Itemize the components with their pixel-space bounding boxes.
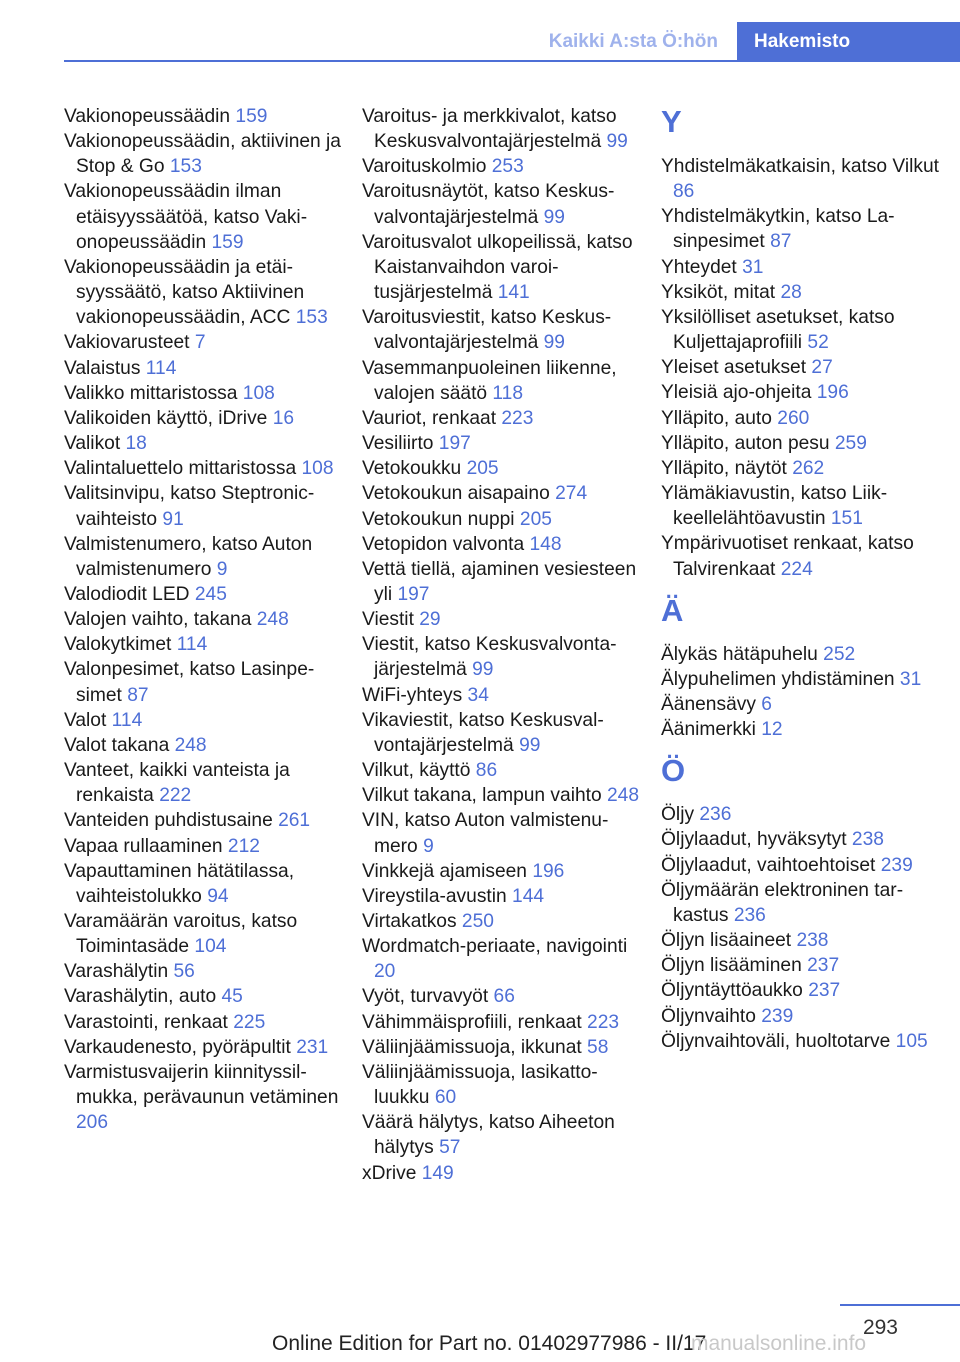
index-entry-text: Varashälytin xyxy=(64,961,169,983)
index-entry xyxy=(661,355,951,380)
index-entry-page-link[interactable]: 99 xyxy=(472,659,494,681)
index-entry xyxy=(362,154,642,179)
index-entry-page-link[interactable]: 105 xyxy=(895,1030,928,1052)
index-entry-page-link[interactable]: 20 xyxy=(374,961,396,983)
index-entry-page-link[interactable]: 94 xyxy=(207,885,229,907)
index-entry xyxy=(64,431,346,456)
index-entry-text: Väliinjäämissuoja, ikkunat xyxy=(362,1036,582,1058)
index-entry xyxy=(64,959,346,984)
index-entry xyxy=(661,255,951,280)
index-entry-page-link[interactable]: 114 xyxy=(111,709,143,731)
index-entry xyxy=(362,481,642,506)
index-entry xyxy=(362,406,642,431)
index-entry-page-link[interactable]: 29 xyxy=(419,609,441,631)
index-entry-text: Varoitusvalot ulkopeilissä, katso Kaistanvaihdon varoitusjärjestelmä xyxy=(362,231,633,304)
index-entry-text: Vetopidon valvonta xyxy=(362,533,525,555)
index-entry xyxy=(64,129,346,179)
index-entry xyxy=(661,280,951,305)
index-entry-text: Vauriot, renkaat xyxy=(362,407,497,429)
index-column-2 xyxy=(362,104,642,1186)
index-entry xyxy=(64,733,346,758)
index-entry-text: Valitsinvipu, katso Steptronic-vaihteisto xyxy=(64,483,315,530)
index-entry xyxy=(661,717,951,742)
index-entry-page-link[interactable]: 57 xyxy=(439,1137,461,1159)
index-entry-text: Valot xyxy=(64,709,107,731)
index-entry xyxy=(362,984,642,1009)
index-entry-text: Öljynvaihto xyxy=(661,1005,756,1027)
index-entry xyxy=(362,934,642,984)
index-entry xyxy=(64,708,346,733)
index-entry-page-link[interactable]: 196 xyxy=(532,860,565,882)
index-entry-text: Varoituskolmio xyxy=(362,156,487,178)
index-entry-text: Vilkut, käyttö xyxy=(362,760,471,782)
index-entry-page-link[interactable]: 99 xyxy=(543,206,565,228)
index-entry-text: Valmistenumero, katso Auton valmistenumero xyxy=(64,533,313,580)
index-entry-page-link[interactable]: 99 xyxy=(519,734,541,756)
index-entry xyxy=(64,532,346,582)
index-entry-text: Vettä tiellä, ajaminen vesiesteen yli xyxy=(362,558,637,605)
index-entry-text: Varamäärän varoitus, katso Toimintasäde xyxy=(64,911,298,958)
index-entry xyxy=(661,878,951,928)
index-entry-page-link[interactable]: 52 xyxy=(807,332,829,354)
index-entry-text: Ympärivuotiset renkaat, katso Talvirenkaat xyxy=(661,533,914,580)
index-entry xyxy=(661,667,951,692)
header-section-title: Kaikki A:sta Ö:hön xyxy=(548,31,718,52)
index-entry-page-link[interactable]: 248 xyxy=(174,734,207,756)
index-entry-text: Öljylaadut, hyväksytyt xyxy=(661,829,847,851)
index-entry xyxy=(362,783,642,808)
index-entry-text: Vakionopeussäädin xyxy=(64,106,231,127)
index-entry xyxy=(362,607,642,632)
index-entry xyxy=(64,984,346,1009)
index-entry-page-link[interactable]: 252 xyxy=(823,643,856,665)
index-entry-page-link[interactable]: 245 xyxy=(194,583,227,605)
index-entry xyxy=(362,884,642,909)
index-entry xyxy=(362,632,642,682)
header-active-tab: Hakemisto xyxy=(737,22,960,62)
index-entry-page-link[interactable]: 206 xyxy=(76,1112,109,1134)
index-entry-text: Yleiset asetukset xyxy=(661,357,807,379)
index-entry xyxy=(362,683,642,708)
index-entry-page-link[interactable]: 260 xyxy=(777,407,810,429)
index-entry-text: Yhdistelmäkytkin, katso Lasinpesimet xyxy=(661,206,895,253)
index-entry-text: Ylläpito, auto xyxy=(661,407,772,429)
index-entry xyxy=(64,1035,346,1060)
index-entry xyxy=(362,179,642,229)
index-entry-text: Öljyn lisäaineet xyxy=(661,930,792,952)
index-entry xyxy=(661,642,951,667)
index-entry-text: Varoitusviestit, katso Keskusvalvontajärjestelmä xyxy=(362,307,612,354)
index-entry-text: Vanteiden puhdistusaine xyxy=(64,810,273,832)
index-entry-text: Vetokoukun nuppi xyxy=(362,508,515,530)
index-entry-page-link[interactable]: 66 xyxy=(493,986,515,1008)
index-entry-page-link[interactable]: 104 xyxy=(194,936,227,958)
index-entry-page-link[interactable]: 91 xyxy=(162,508,184,530)
index-entry-text: xDrive xyxy=(362,1162,417,1184)
index-entry-page-link[interactable]: 118 xyxy=(492,382,524,404)
section-letter: Ä xyxy=(661,592,684,628)
index-entry-page-link[interactable]: 239 xyxy=(880,854,913,876)
index-entry xyxy=(661,1029,951,1054)
index-entry-text: Älypuhelimen yhdistäminen xyxy=(661,668,895,690)
index-entry xyxy=(64,255,346,330)
index-entry-text: Wordmatch-periaate, navigointi xyxy=(362,936,628,958)
index-entry xyxy=(362,104,642,154)
index-entry-page-link[interactable]: 261 xyxy=(278,810,311,832)
index-entry-page-link[interactable]: 16 xyxy=(272,407,295,429)
index-entry xyxy=(362,356,642,406)
index-entry-text: Ylläpito, auton pesu xyxy=(661,432,830,454)
index-entry-page-link[interactable]: 144 xyxy=(512,885,545,907)
index-entry-page-link[interactable]: 108 xyxy=(242,382,275,404)
index-entry-page-link[interactable]: 99 xyxy=(543,332,565,354)
index-entry-page-link[interactable]: 253 xyxy=(491,156,524,178)
index-entry-text: Valikot xyxy=(64,433,121,455)
index-entry-text: Yksiköt, mitat xyxy=(661,281,776,303)
index-entry-page-link[interactable]: 223 xyxy=(501,407,534,429)
index-entry-text: Ylämäkiavustin, katso Liikkeellelähtöavustin xyxy=(661,483,888,530)
index-entry xyxy=(661,531,951,581)
index-entry xyxy=(661,853,951,878)
index-entry-text: Varastointi, renkaat xyxy=(64,1011,228,1033)
index-entry xyxy=(362,758,642,783)
index-entry xyxy=(64,406,346,431)
index-entry-text: Vakiovarusteet xyxy=(64,332,190,354)
index-entry xyxy=(661,481,951,531)
index-entry-text: Öljyntäyttöaukko xyxy=(661,980,803,1002)
index-entry-page-link[interactable]: 222 xyxy=(159,785,192,807)
index-entry-page-link[interactable]: 28 xyxy=(780,281,802,303)
index-entry xyxy=(661,431,951,456)
index-entry xyxy=(64,909,346,959)
index-entry-text: Varoitusnäytöt, katso Keskusvalvontajärjestelmä xyxy=(362,181,615,228)
index-entry-text: WiFi-yhteys xyxy=(362,684,463,706)
index-entry-text: Valintaluettelo mittaristossa xyxy=(64,458,297,480)
index-entry-text: Varkaudenesto, pyöräpultit xyxy=(64,1036,291,1058)
index-entry-page-link[interactable]: 224 xyxy=(780,558,813,580)
index-entry-text: Valojen vaihto, takana xyxy=(64,609,252,631)
index-entry-page-link[interactable]: 231 xyxy=(296,1036,329,1058)
index-entry-text: Vikaviestit, katso Keskusvalvontajärjestelmä xyxy=(362,709,604,756)
index-entry-page-link[interactable]: 56 xyxy=(173,961,195,983)
index-entry xyxy=(661,204,951,254)
index-entry-page-link[interactable]: 27 xyxy=(811,357,833,379)
index-entry-page-link[interactable]: 212 xyxy=(227,835,260,857)
index-entry-page-link[interactable]: 141 xyxy=(497,282,530,304)
index-entry-text: Varoitus- ja merkkivalot, katso Keskusvalvontajärjestelmä xyxy=(362,106,617,153)
index-entry-text: Yhdistelmäkatkaisin, katso Vilkut xyxy=(661,156,939,177)
section-letter: Y xyxy=(661,104,682,139)
index-entry xyxy=(362,230,642,305)
index-entry xyxy=(64,1060,346,1135)
index-entry xyxy=(362,1010,642,1035)
index-entry-page-link[interactable]: 238 xyxy=(851,829,884,851)
index-entry-text: Vasemmanpuoleinen liikenne, valojen säätö xyxy=(362,357,617,404)
index-entry xyxy=(64,859,346,909)
index-entry-text: Älykäs hätäpuhelu xyxy=(661,643,818,665)
index-entry xyxy=(64,1010,346,1035)
index-entry xyxy=(64,834,346,859)
index-entry-page-link[interactable]: 248 xyxy=(606,785,639,807)
index-entry xyxy=(661,978,951,1003)
index-entry-text: Äänimerkki xyxy=(661,719,756,741)
index-entry-page-link[interactable]: 58 xyxy=(587,1036,609,1058)
index-entry-page-link[interactable]: 205 xyxy=(519,508,552,530)
index-entry-page-link[interactable]: 87 xyxy=(770,231,792,253)
index-entry-text: Öljy xyxy=(661,804,695,826)
index-entry-page-link[interactable]: 99 xyxy=(606,131,628,153)
index-entry-page-link[interactable]: 34 xyxy=(467,684,489,706)
index-entry-text: Äänensävy xyxy=(661,693,756,715)
index-entry xyxy=(362,532,642,557)
index-entry-text: Vakionopeussäädin ilman etäisyyssäätöä, katso Vakionopeussäädin xyxy=(64,181,308,253)
header-rule xyxy=(64,60,960,62)
index-column-3 xyxy=(661,104,951,1054)
index-entry xyxy=(362,1110,642,1160)
index-entry-page-link[interactable]: 205 xyxy=(466,458,499,480)
index-entry xyxy=(661,802,951,827)
index-entry xyxy=(661,456,951,481)
index-column-1 xyxy=(64,104,346,1135)
index-entry-page-link[interactable]: 114 xyxy=(145,357,177,379)
index-entry-page-link[interactable]: 237 xyxy=(807,955,840,977)
index-entry-text: Vetokoukun aisapaino xyxy=(362,483,550,505)
index-entry xyxy=(64,104,346,129)
index-entry xyxy=(64,808,346,833)
index-entry-text: Vapaa rullaaminen xyxy=(64,835,223,857)
index-entry-page-link[interactable]: 148 xyxy=(529,533,562,555)
index-entry-page-link[interactable]: 274 xyxy=(555,483,588,505)
index-entry-text: Viestit, katso Keskusvalvontajärjestelmä xyxy=(362,634,617,681)
index-entry-page-link[interactable]: 6 xyxy=(761,693,772,715)
index-entry xyxy=(661,953,951,978)
index-entry-page-link[interactable]: 87 xyxy=(127,684,149,706)
index-entry-page-link[interactable]: 250 xyxy=(461,911,494,932)
index-entry xyxy=(661,406,951,431)
index-entry-page-link[interactable]: 114 xyxy=(176,634,208,656)
index-entry xyxy=(64,758,346,808)
index-entry xyxy=(64,607,346,632)
index-entry-page-link[interactable]: 225 xyxy=(233,1011,266,1033)
index-entry-page-link[interactable]: 236 xyxy=(733,904,766,926)
index-entry xyxy=(661,1004,951,1029)
index-entry-text: Virtakatkos xyxy=(362,911,457,932)
index-entry xyxy=(64,657,346,707)
index-entry-page-link[interactable]: 153 xyxy=(295,307,328,329)
index-entry-page-link[interactable]: 262 xyxy=(792,457,825,479)
index-entry-page-link[interactable]: 223 xyxy=(587,1011,620,1033)
index-entry-text: Ylläpito, näytöt xyxy=(661,457,787,479)
footer-edition-text: Online Edition for Part no. 01402977986 - II/17 xyxy=(272,1332,707,1355)
index-entry-page-link[interactable]: 238 xyxy=(796,930,829,952)
index-entry-text: Väärä hälytys, katso Aiheeton hälytys xyxy=(362,1112,615,1159)
index-entry xyxy=(362,305,642,355)
index-entry-text: Vapauttaminen hätätilassa, vaihteistolukko xyxy=(64,860,295,907)
index-entry-text: Valaistus xyxy=(64,357,141,379)
index-entry-text: Vyöt, turvavyöt xyxy=(362,986,489,1008)
index-entry-text: Vinkkejä ajamiseen xyxy=(362,860,527,882)
index-entry xyxy=(362,859,642,884)
page-header xyxy=(64,22,960,62)
index-entry-page-link[interactable]: 237 xyxy=(808,980,841,1002)
index-entry xyxy=(362,557,642,607)
index-entry xyxy=(362,808,642,858)
index-entry-page-link[interactable]: 196 xyxy=(816,382,849,404)
section-letter: Ö xyxy=(661,753,686,789)
watermark: manualsonline.info xyxy=(691,1332,867,1355)
index-entry-text: Öljymäärän elektroninen tarkastus xyxy=(661,879,904,926)
index-entry-text: Vakionopeussäädin, aktiivinen ja Stop & Go xyxy=(64,131,341,178)
index-entry xyxy=(64,456,346,481)
index-entry-page-link[interactable]: 86 xyxy=(673,181,695,203)
index-entry-page-link[interactable]: 239 xyxy=(761,1005,794,1027)
index-entry-text: Yleisiä ajo-ohjeita xyxy=(661,382,812,404)
index-entry xyxy=(64,330,346,355)
index-entry-page-link[interactable]: 108 xyxy=(301,458,334,480)
index-entry-text: Öljylaadut, vaihtoehtoiset xyxy=(661,854,876,876)
index-entry xyxy=(362,1035,642,1060)
index-entry xyxy=(362,507,642,532)
index-entry-text: Valonpesimet, katso Lasinpesimet xyxy=(64,659,315,706)
index-entry-page-link[interactable]: 236 xyxy=(699,804,732,826)
index-entry xyxy=(661,154,951,204)
index-entry xyxy=(64,356,346,381)
index-entry xyxy=(362,1060,642,1110)
index-entry xyxy=(661,827,951,852)
index-entry-page-link[interactable]: 259 xyxy=(834,432,867,454)
index-entry-page-link[interactable]: 248 xyxy=(256,609,289,631)
index-entry-text: Vetokoukku xyxy=(362,458,462,480)
index-entry-text: Valokytkimet xyxy=(64,634,172,656)
index-entry-page-link[interactable]: 9 xyxy=(423,835,434,857)
index-entry xyxy=(362,431,642,456)
page-number: 293 xyxy=(862,1316,898,1339)
index-entry-page-link[interactable]: 12 xyxy=(761,719,783,741)
index-entry xyxy=(661,380,951,405)
index-entry xyxy=(661,928,951,953)
index-entry xyxy=(362,909,642,934)
footer-rule xyxy=(840,1304,960,1306)
index-entry xyxy=(661,692,951,717)
index-entry xyxy=(661,305,951,355)
index-entry-page-link[interactable]: 7 xyxy=(194,332,206,354)
index-entry-text: Yhteydet xyxy=(661,256,737,278)
index-entry xyxy=(362,708,642,758)
index-entry-text: Valot takana xyxy=(64,734,170,756)
index-entry-text: Viestit xyxy=(362,609,414,631)
index-entry-page-link[interactable]: 149 xyxy=(421,1162,454,1184)
index-entry-page-link[interactable]: 9 xyxy=(216,558,228,580)
index-entry-text: Varmistusvaijerin kiinnityssilmukka, perävaunun vetäminen xyxy=(64,1061,339,1109)
index-entry-text: VIN, katso Auton valmistenumero xyxy=(362,810,609,857)
index-entry xyxy=(64,179,346,254)
index-entry-page-link[interactable]: 197 xyxy=(397,583,430,605)
index-entry xyxy=(362,1161,642,1186)
index-entry-page-link[interactable]: 31 xyxy=(899,668,922,690)
index-entry-text: Vakionopeussäädin ja etäisyyssäätö, katso Aktiivinen vakionopeussäädin, ACC xyxy=(64,256,305,329)
index-entry-text: Vilkut takana, lampun vaihto xyxy=(362,785,602,807)
index-entry-text: Vesiliirto xyxy=(362,433,434,455)
index-entry-page-link[interactable]: 18 xyxy=(125,433,147,455)
index-entry-page-link[interactable]: 197 xyxy=(438,433,471,455)
index-entry-text: Öljyn lisääminen xyxy=(661,955,802,977)
index-entry xyxy=(362,456,642,481)
index-entry-text: Vanteet, kaikki vanteista ja renkaista xyxy=(64,760,290,807)
index-entry-page-link[interactable]: 60 xyxy=(434,1087,457,1109)
index-entry xyxy=(64,481,346,531)
index-entry-page-link[interactable]: 153 xyxy=(169,156,202,178)
index-entry-page-link[interactable]: 159 xyxy=(211,231,244,253)
index-entry xyxy=(64,632,346,657)
index-entry-text: Valodiodit LED xyxy=(64,583,190,605)
index-entry-text: Valikko mittaristossa xyxy=(64,382,238,404)
index-entry-text: Väliinjäämissuoja, lasikattoluukku xyxy=(362,1061,598,1109)
index-entry-page-link[interactable]: 159 xyxy=(235,106,268,127)
index-entry-text: Valikoiden käyttö, iDrive xyxy=(64,407,268,429)
index-entry-page-link[interactable]: 45 xyxy=(221,986,243,1008)
index-entry-page-link[interactable]: 31 xyxy=(742,256,764,278)
index-entry-text: Yksilölliset asetukset, katso Kuljettajaprofiili xyxy=(661,306,895,354)
index-entry-text: Vähimmäisprofiili, renkaat xyxy=(362,1011,582,1033)
index-entry-text: Öljynvaihtoväli, huoltotarve xyxy=(661,1030,891,1052)
index-entry-text: Varashälytin, auto xyxy=(64,986,217,1008)
index-entry xyxy=(64,381,346,406)
index-entry-page-link[interactable]: 151 xyxy=(830,508,863,530)
index-entry xyxy=(64,582,346,607)
index-entry-text: Vireystila-avustin xyxy=(362,885,507,907)
index-entry-page-link[interactable]: 86 xyxy=(475,760,498,782)
